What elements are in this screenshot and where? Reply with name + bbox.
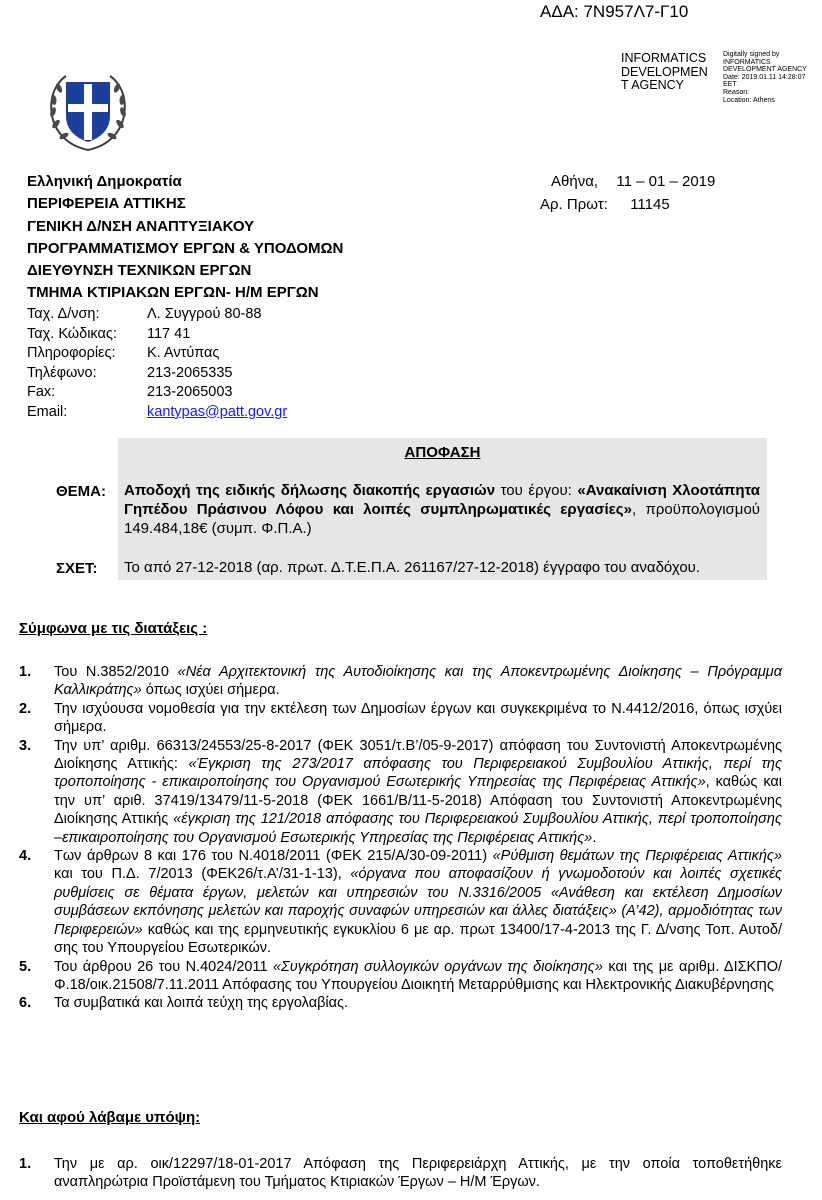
- protocol-value: 11145: [630, 196, 670, 213]
- provisions-heading: Σύμφωνα με τις διατάξεις :: [19, 620, 208, 637]
- date: 11 – 01 – 2019: [616, 173, 716, 190]
- subject-label: ΘΕΜΑ:: [56, 483, 106, 500]
- email-link[interactable]: kantypas@patt.gov.gr: [147, 403, 288, 420]
- reference-text: Το από 27-12-2018 (αρ. πρωτ. Δ.Τ.Ε.Π.Α. 261167/27-12-2018) έγγραφο του αναδόχου.: [124, 559, 701, 576]
- zip-label: Ταχ. Κώδικας:: [27, 325, 117, 342]
- org-line-directorate: ΔΙΕΥΘΥΝΣΗ ΤΕΧΝΙΚΩΝ ΕΡΓΩΝ: [27, 262, 252, 279]
- address-value: Λ. Συγγρού 80-88: [147, 306, 262, 322]
- info-value: Κ. Αντύπας: [147, 345, 220, 361]
- fax-label: Fax:: [27, 384, 56, 400]
- hellenic-republic-emblem-icon: [42, 64, 134, 156]
- address-label: Ταχ. Δ/νση:: [27, 306, 100, 322]
- org-line-region: ΠΕΡΙΦΕΡΕΙΑ ΑΤΤΙΚΗΣ: [27, 195, 186, 212]
- email-label: Email:: [27, 403, 68, 420]
- place-date: [551, 173, 715, 190]
- fax-value: 213-2065003: [147, 384, 233, 400]
- list-item: 4. Των άρθρων 8 και 176 του Ν.4018/2011 (ΦΕΚ 215/Α/30-09-2011) «Ρύθμιση θεμάτων της Περιφέρειας Αττικής» και του Π.Δ. 7/2013 (ΦΕΚ26/τ.Α’/31-1-13), «όργανα που αποφασίζουν ή γνωμοδοτούν και λοιπές σχετικές ρυθμίσεις σε θέματα έργων, μελετών και υπηρεσιών του Ν.3316/2005 «Ανάθεση και εκτέλεση Δημοσίων συμβάσεων εκπόνησης μελετών και παροχής συναφών υπηρεσιών και άλλες διατάξεις» (Α’42), αρμοδιότητας των Περιφερειών» καθώς και της ερμηνευτικής εγκυκλίου 6 με αρ. πρωτ 13400/17-4-2013 της Γ. Δ/νσης Τοπ. Αυτοδ/σης του Υπουργείου Εσωτερικών.: [19, 848, 782, 957]
- digital-signature-details: Digitally signed by INFORMATICS DEVELOPMENT AGENCY Date: 2019.01.11 14:28:07 EET Reason: Location: Athens: [723, 51, 807, 104]
- list-item: 5. Του άρθρου 26 του Ν.4024/2011 «Συγκρότηση συλλογικών οργάνων της διοίκησης» και της με αριθμ. ΔΙΣΚΠΟ/Φ.18/οικ.21508/7.11.2011 Απόφασης του Υπουργείου Διοικητή Μεταρρύθμισης και Ηλεκτρονικής Διακυβέρνησης: [19, 958, 783, 993]
- reference-label: ΣΧΕΤ:: [56, 560, 98, 577]
- org-line-department: ΤΜΗΜΑ ΚΤΙΡΙΑΚΩΝ ΕΡΓΩΝ- Η/Μ ΕΡΓΩΝ: [27, 284, 319, 301]
- decision-title: ΑΠΟΦΑΣΗ: [404, 444, 481, 461]
- org-line-general-directorate: ΓΕΝΙΚΗ Δ/ΝΣΗ ΑΝΑΠΤΥΞΙΑΚΟΥ: [27, 218, 255, 235]
- city: Αθήνα,: [551, 173, 599, 190]
- ada-code: ΑΔΑ: 7Ν957Λ7-Γ10: [540, 2, 689, 21]
- list-item: 1. Την με αρ. οικ/12297/18-01-2017 Απόφαση της Περιφερειάρχη Αττικής, με την οποία τοποθετήθηκε αναπληρώτρια Προϊστάμενη του Τμήματος Κτιριακών Έργων – Η/Μ Έργων.: [19, 1156, 782, 1191]
- zip-value: 117 41: [147, 325, 191, 342]
- subject-text: Αποδοχή της ειδικής δήλωσης διακοπής εργασιών του έργου: «Ανακαίνιση Χλοοτάπητα Γηπέδου Πράσινου Λόφου και λοιπές συμπληρωματικές εργασίες», προϋπολογισμού 149.484,18€ (συμπ. Φ.Π.Α.): [124, 482, 760, 537]
- protocol-label: Αρ. Πρωτ:: [540, 196, 608, 213]
- list-item: 3. Την υπ’ αριθμ. 66313/24553/25-8-2017 (ΦΕΚ 3051/τ.Β’/05-9-2017) απόφαση του Συντονιστή Αποκεντρωμένης Διοίκησης Αττικής: «Έγκριση της 273/2017 απόφασης του Περιφερειακού Συμβουλίου Αττικής, περί της τροποποίησης - επικαιροποίησης του Οργανισμού Εσωτερικής Υπηρεσίας της Περιφέρειας Αττικής», καθώς και την υπ’ αριθ. 37419/13479/11-5-2018 (ΦΕΚ 1661/Β/11-5-2018) Απόφαση του Συντονιστή Αποκεντρωμένης Διοίκησης Αττικής «έγκριση της 121/2018 απόφασης του Περιφερειακού Συμβουλίου Αττικής, περί τροποποίησης –επικαιροποίησης του Οργανισμού Εσωτερικής Υπηρεσίας της Περιφέρειας Αττικής».: [19, 737, 782, 846]
- org-line-programming: ΠΡΟΓΡΑΜΜΑΤΙΣΜΟΥ ΕΡΓΩΝ & ΥΠΟΔΟΜΩΝ: [27, 240, 344, 257]
- list-item: 6. Τα συμβατικά και λοιπά τεύχη της εργολαβίας.: [19, 995, 349, 1012]
- provisions-list: [19, 663, 782, 1013]
- info-label: Πληροφορίες:: [27, 345, 116, 361]
- digital-signature-name: INFORMATICS DEVELOPMEN T AGENCY: [621, 51, 708, 92]
- considerations-list: [19, 1155, 782, 1192]
- phone-label: Τηλέφωνο:: [27, 364, 97, 381]
- protocol-number: [540, 196, 670, 213]
- phone-value: 213-2065335: [147, 364, 233, 381]
- considerations-heading: Και αφού λάβαμε υπόψη:: [19, 1109, 201, 1126]
- list-item: 2. Την ισχύουσα νομοθεσία για την εκτέλεση των Δημοσίων έργων και συγκεκριμένα το Ν.4412/2016, όπως ισχύει σήμερα.: [19, 700, 782, 736]
- org-line-republic: Ελληνική Δημοκρατία: [27, 173, 182, 190]
- list-item: 1. Του Ν.3852/2010 «Νέα Αρχιτεκτονική της Αυτοδιοίκησης και της Αποκεντρωμένης Διοίκησης – Πρόγραμμα Καλλικράτης» όπως ισχύει σήμερα.: [19, 664, 782, 699]
